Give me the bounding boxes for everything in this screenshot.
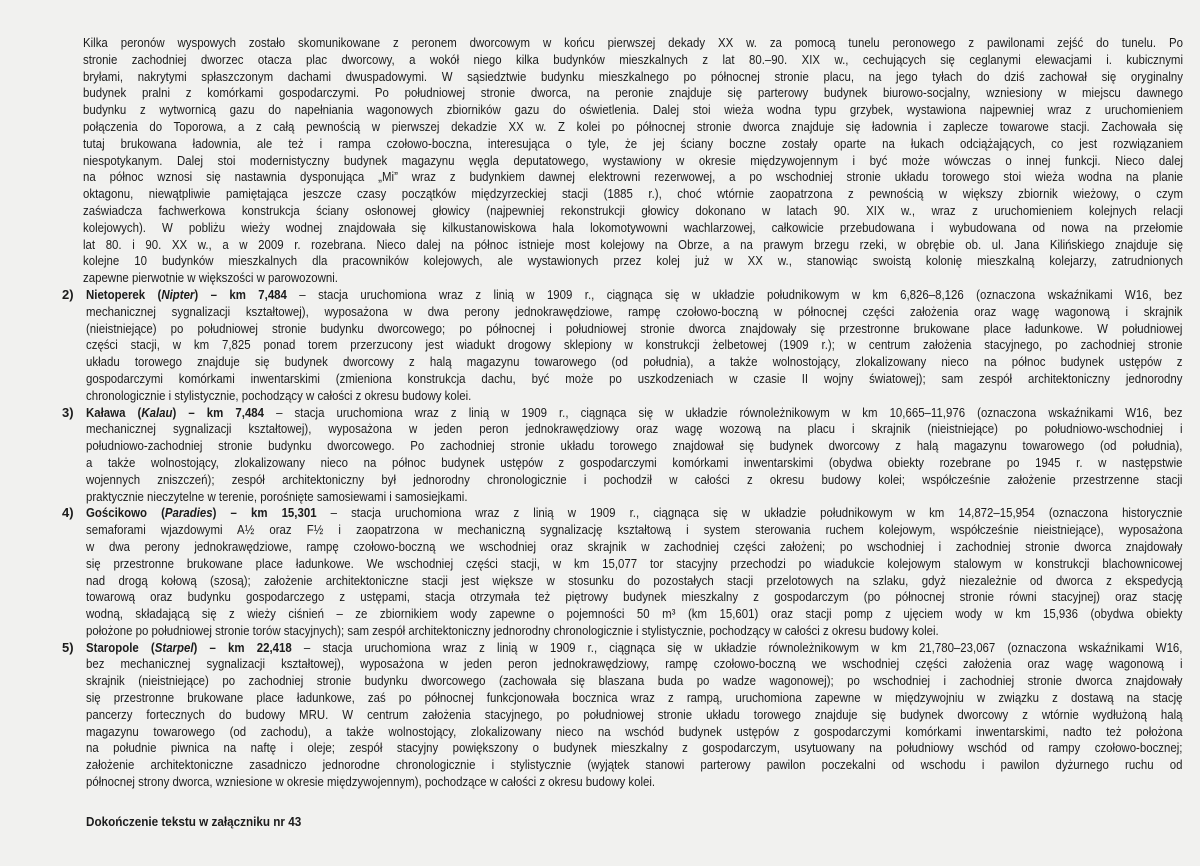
text-line: kolejne 10 budynków mieszkalnych dla pracowników kolejowych, ale wystawionych przez kolej już w XX w., stanowiąc swoistą kolonię mieszkalną kolejarzy, zatrudnionych (83, 253, 1183, 269)
paragraph-lines (86, 505, 1183, 639)
station-description: – stacja uruchomiona wraz z linią w 1909 r., ciągnąca się w układzie południkowym w km 6,826–8,126 (oznaczona wskaźnikami W16, bez (286, 286, 1183, 302)
paragraph-lines (83, 35, 1183, 287)
text-line: położone po południowej stronie torów stacyjnych); sam zespół architektoniczny jednorodny chronologicznie i stylistycznie, pochodzący w całości z okresu budowy kolei. (86, 622, 939, 638)
station-german-name: Nipter (161, 286, 195, 302)
text-line (86, 287, 1182, 304)
station-km: ) – km 7,484 (172, 404, 265, 420)
text-line: towarową oraz budynku gospodarczego z ustępami, stacja otrzymała też piętrowy budynek mieszkalny z gospodarczym (po północnej stronie równi stacyjnej) oraz stację (86, 589, 1183, 605)
paragraph-lines (86, 640, 1183, 791)
text-line: założenie architektoniczne zasadniczo jednorodne chronologicznie i stylistycznie (wyjątek stanowi parterowy pawilon poczekalni od wschodu i pawilon dyżurnego ruchu od (86, 757, 1183, 773)
text-line: zapewne pierwotnie w większości w parowozowni. (83, 270, 338, 286)
intro-paragraph (0, 35, 1200, 287)
text-line: oktagonu, niewątpliwie pamiętająca jeszcze czasy początków międzyrzeckiej stacji (1885 r.), choć wtórnie zaopatrzona z pewnością w większy zbiornik wieżowy, o czym (83, 186, 1183, 202)
text-line: części stacji, w km 7,825 ponad torem przerzucony jest wiadukt drogowy sklepiony w konstrukcji żelbetowej (1909 r.); w centrum założenia stacyjnego, po zachodniej stronie (86, 337, 1183, 353)
text-line: wojennych zniszczeń); zespół architektoniczny był jednorodny chronologicznie i pochodził w całości z okresu budowy kolei; współcześnie założenie przestrzenne stacji (86, 471, 1183, 487)
text-line (86, 505, 1182, 522)
text-line: się przestronne brukowane place ładunkowe. We wschodniej części stacji, w km 15,077 tor stacyjny przechodzi po wiadukcie kolejowym stalowym w konstrukcji blachownicowej (86, 555, 1183, 571)
text-line: bez mechanicznej sygnalizacji kształtowej), wyposażona w jeden peron jednokrawędziowy, rampę czołowo-boczną we wschodniej części założenia oraz wagę wagonową i (86, 656, 1183, 672)
station-german-name: Kalau (141, 404, 173, 420)
text-line: niespotykanym. Dalej stoi modernistyczny budynek magazynu węgla deputatowego, wystawiony w okresie międzywojennym i być może wówczas o innej funkcji. Nieco dalej (83, 152, 1183, 168)
text-line (86, 640, 1182, 657)
station-km: ) – km 15,301 (212, 505, 317, 521)
item-number: 4) (62, 505, 74, 521)
text-line: na południe piwnica na naftę i oleje; zespół stacyjny powiększony o budynek mieszkalny z gospodarczym, usytuowany na południowy wschód od rampy czołowo-bocznej; (86, 740, 1183, 756)
text-line: semaforami wjazdowymi A½ oraz F½ i zaopatrzona w mechaniczną sygnalizację kształtową i system sterowania ruchem kolejowym, współcześnie nieistniejące), wyposażona (86, 522, 1183, 538)
text-line: mechanicznej sygnalizacji kształtowej), wyposażona w dwa perony jednokrawędziowe, rampę czołowo-boczną w północnej części założenia oraz wagę wagonową i skrajnik (86, 303, 1183, 319)
text-line: chronologicznie i stylistycznie, pochodzący w całości z okresu budowy kolei. (86, 387, 472, 403)
item-number: 3) (62, 404, 74, 420)
text-line: nad drogą kołową (szosą); założenie architektoniczne stacji jest większe w stosunku do pozostałych stacji przelotowych na szlaku, gdyż niezależnie od dworca z ekspedycją (86, 572, 1183, 588)
text-line: w dwa perony jednokrawędziowe, rampę czołowo-boczną we wschodniej oraz skrajnik w zachodniej części założeni; po wschodniej i zachodniej stronie dworca znajdowały (86, 538, 1183, 554)
text-line: północnej strony dworca, wzniesione w okresie międzywojennym), pochodzące w całości z okresu budowy kolei. (86, 774, 656, 790)
text-line: gospodarczymi komórkami inwentarskimi (zmieniona konstrukcja dachu, być może po uszkodzeniach w czasie II wojny światowej); sam zespół architektoniczny jednorodny (86, 370, 1183, 386)
text-line: tutaj brukowana ładownia, ale też i rampa czołowo-boczna, interesująca o tyle, że jej ściany boczne zostały oparte na łukach odciążających, co jest rozwiązaniem (83, 135, 1183, 151)
text-line: na północ wznosi się nastawnia dysponująca „Mi” wraz z budynkiem dawnej elektrowni rezerwowej, a po wschodniej stronie układu torowego stoi wieża wodna na planie (83, 169, 1183, 185)
document-body (0, 35, 1200, 791)
station-km: ) – km 22,418 (193, 639, 292, 655)
station-german-name: Paradies (164, 505, 213, 521)
paragraph-lines (86, 287, 1183, 405)
station-list (0, 287, 1200, 791)
text-line: wodną, składającą się z wieży ciśnień – ze zbiornikiem wody zapewne o pojemności 50 m³ (km 15,601) oraz stacji pomp z ujęciem wody w km 15,936 (obydwa obiekty (86, 606, 1183, 622)
list-item (0, 640, 1200, 791)
text-line: pancerzy fortecznych do budowy MRU. W centrum założenia stacyjnego, po południowej stronie układu torowego znajduje się budynek dworcowy z wtórnie wydłużoną halą (86, 706, 1183, 722)
text-line: praktycznie nieczytelne w terenie, porośnięte samosiewami i samosiejkami. (86, 488, 468, 504)
text-line: lat 80. i 90. XX w., a w 2009 r. rozebrana. Nieco dalej na północ istnieje most kolejowy na Obrze, a na prawym brzegu rzeki, w obrębie ob. ul. Jana Kilińskiego znajduje się (83, 236, 1183, 252)
paragraph-lines (86, 405, 1183, 506)
text-line: skrajnik (nieistniejące) po zachodniej stronie budynku dworcowego (zachowała się blaszana buda po wadze wagonowej); po wschodniej i zachodniej stronie dworca znajdowały (86, 673, 1183, 689)
item-number: 2) (62, 286, 74, 302)
station-name: Nietoperek ( (86, 286, 162, 302)
item-number: 5) (62, 639, 74, 655)
text-line: budynku z wytwornicą gazu do napełniania wagonowych zbiorników gazu do oświetlenia. Dalej stoi wieża wodna typu grzybek, wystawiona najpewniej wraz z uruchomieniem (83, 102, 1183, 118)
text-line: mechanicznej sygnalizacji kształtowej), wyposażona w jeden peron jednokrawędziowy oraz wagę wozową na placu i skrajnik (nieistniejące) po południowo-wschodniej i (86, 421, 1183, 437)
text-line: magazynu towarowego (od zachodu), a także wolnostojący, zlokalizowany nieco na wschód budynek ustępów z gospodarczymi komórkami inwentarskimi, nadto też położona (86, 723, 1183, 739)
station-description: – stacja uruchomiona wraz z linią w 1909 r., ciągnąca się w układzie równoleżnikowym w km 10,665–11,976 (oznaczona wskaźnikami W16, bez (264, 404, 1183, 420)
text-line: południowo-zachodniej stronie budynku dworcowego. Po zachodniej stronie układu torowego znajdował się budynek dworcowy z halą magazynu towarowego (od południa), (86, 438, 1183, 454)
text-line: budynek pralni z komórkami gospodarczymi. Po południowej stronie dworca, na peronie znajduje się parterowy budynek biurowo-socjalny, wzniesiony w miejscu dawnego (83, 85, 1183, 101)
list-item (0, 405, 1200, 506)
text-line: Kilka peronów wyspowych zostało skomunikowane z peronem dworcowym w końcu pierwszej dekady XX w. za pomocą tunelu peronowego z pawilonami zejść do tunelu. Po (83, 35, 1183, 50)
station-name: Gościkowo ( (86, 505, 165, 521)
station-name: Kaława ( (86, 404, 142, 420)
text-line: stronie zachodniej dworzec otacza plac dworcowy, a wokół niego kilka budynków mieszkalnych z lat 80.–90. XIX w., cechujących się ceglanymi elewacjami i. kubicznymi (83, 51, 1183, 67)
text-line: (nieistniejące) po południowej stronie budynku dworcowego; po północnej i południowej stronie dworca znajdowały się przestronne brukowane place ładunkowe. W południowej (86, 320, 1183, 336)
text-line: połączenia do Toporowa, a z całą pewnością w pierwszej dekadzie XX w. Z kolei po północnej stronie dworca znajduje się ładownia i zaplecze towarowe stacji. Zachowała się (83, 118, 1183, 134)
station-name: Staropole ( (86, 639, 155, 655)
station-german-name: Starpel (154, 639, 194, 655)
text-line: kolejowych). W pobliżu wieży wodnej znajdowała się kilkustanowiskowa hala lokomotywowni wachlarzowej, całkowicie przebudowana i wybudowana od nowa na przełomie (83, 219, 1183, 235)
text-line: a także wolnostojący, zlokalizowany nieco na północ budynek ustępów z gospodarczymi komórkami inwentarskimi (obydwa obiekty rozebrane po 1945 r. w następstwie (86, 454, 1183, 470)
text-line: bryłami, nakrytymi spłaszczonym dachami dwuspadowymi. W sąsiedztwie budynku mieszkalnego po północnej stronie placu, na jego tyłach do dziś zachował się oryginalny (83, 68, 1183, 84)
text-line: układu torowego znajduje się budynek dworcowy z halą magazynu towarowego (od południa), a także wolnostojący, zlokalizowany nieco na północ budynek ustępów z (86, 354, 1183, 370)
station-description: – stacja uruchomiona wraz z linią w 1909 r., ciągnąca się w układzie równoleżnikowym w km 21,780–23,067 (oznaczona wskaźnikami W16, (291, 639, 1183, 655)
list-item (0, 505, 1200, 639)
station-km: ) – km 7,484 (194, 286, 287, 302)
station-description: – stacja uruchomiona wraz z linią w 1909 r., ciągnąca się w układzie południkowym w km 14,872–15,954 (oznaczona historycznie (316, 505, 1183, 521)
list-item (0, 287, 1200, 405)
text-line: się przestronne brukowane place ładunkowe, zaś po północnej funkcjonowała bocznica wraz z rampą, uruchomiona zapewne w międzywojniu w związku z dostawą na stację (86, 690, 1183, 706)
text-line: zaświadcza fachwerkowa konstrukcja ściany osłonowej głowicy (najpewniej rekonstrukcji głowicy dokonano w latach 90. XIX w., wraz z uruchomieniem kolejnych relacji (83, 202, 1183, 218)
continuation-note: Dokończenie tekstu w załączniku nr 43 (86, 814, 302, 829)
text-line (86, 405, 1182, 422)
